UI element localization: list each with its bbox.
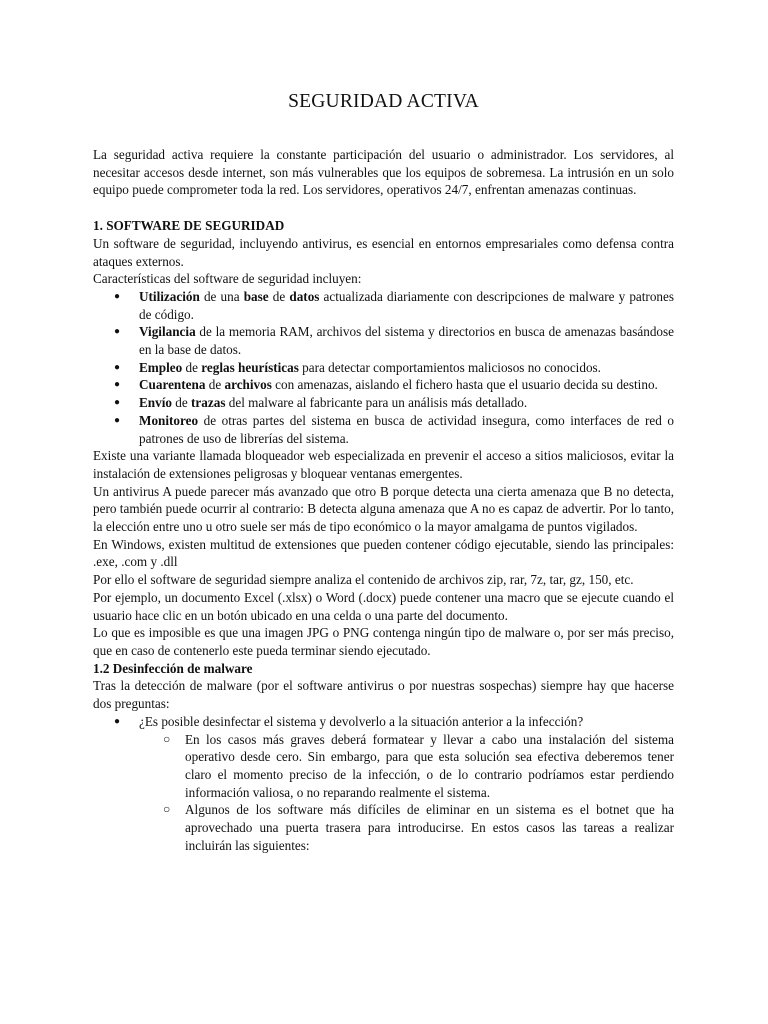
list-item: ● Utilización de una base de datos actualizada diariamente con descripciones de malware y patrones de código. [139, 288, 674, 323]
sub-list [139, 731, 674, 855]
section12-paragraph-1: Tras la detección de malware (por el software antivirus o por nuestras sospechas) siempre hay que hacerse dos preguntas: [93, 678, 674, 712]
questions-list [93, 713, 674, 855]
sub-list-item: ○ Algunos de los software más difíciles de eliminar en un sistema es el botnet que ha aprovechado una puerta trasera para introducirse. En estos casos las tareas a realizar incluirán las siguientes: [185, 801, 674, 854]
list-item: ● Cuarentena de archivos con amenazas, aislando el fichero hasta que el usuario decida su destino. [139, 376, 674, 394]
list-item: ● Monitoreo de otras partes del sistema en busca de actividad insegura, como interfaces de red o patrones de uso de librerías del sistema. [139, 412, 674, 447]
section1-paragraph-5: En Windows, existen multitud de extensiones que pueden contener código ejecutable, siendo las principales: .exe, .com y .dll [93, 536, 674, 570]
intro-paragraph: La seguridad activa requiere la constante participación del usuario o administrador. Los servidores, al necesitar accesos desde internet, son más vulnerables que los equipos de sobremesa. La intrusión en un solo equipo puede comprometer toda la red. Los servidores, operativos 24/7, enfrentan amenazas continuas. [93, 147, 674, 198]
section1-paragraph-3: Existe una variante llamada bloqueador web especializada en prevenir el acceso a sitios maliciosos, evitar la instalación de extensiones peligrosas y bloquear ventanas emergentes. [93, 448, 674, 481]
list-item: ● Empleo de reglas heurísticas para detectar comportamientos maliciosos no conocidos. [139, 359, 674, 377]
section1-paragraph-4: Un antivirus A puede parecer más avanzado que otro B porque detecta una cierta amenaza que B no detecta, pero también puede ocurrir al contrario: B detecta alguna amenaza que A no es capaz de advertir. Por lo tanto, la elección entre uno u otro suele ser más de tipo económico o la mayor amalgama de puntos vigilados. [93, 483, 674, 535]
section-heading-desinfeccion: 1.2 Desinfección de malware [93, 660, 253, 676]
section1-paragraph-1: Un software de seguridad, incluyendo antivirus, es esencial en entornos empresariales como defensa contra ataques externos. [93, 235, 674, 269]
section1-paragraph-8: Lo que es imposible es que una imagen JPG o PNG contenga ningún tipo de malware o, por ser más preciso, que en caso de contenerlo este pueda terminar siendo ejecutado. [93, 625, 674, 658]
section-heading-software: 1. SOFTWARE DE SEGURIDAD [93, 218, 285, 234]
features-list [93, 288, 674, 447]
list-item: ● Envío de trazas del malware al fabricante para un análisis más detallado. [139, 394, 674, 412]
document-page [93, 0, 674, 854]
section1-paragraph-2: Características del software de seguridad incluyen: [93, 271, 362, 287]
list-item: ● Vigilancia de la memoria RAM, archivos del sistema y directorios en busca de amenazas basándose en la base de datos. [139, 323, 674, 358]
list-item: ● ¿Es posible desinfectar el sistema y devolverlo a la situación anterior a la infección? ○ En los casos más graves deberá formatear y llevar a cabo una instalación del sistema operativo desde cero. Sin embargo, para que esta solución sea efectiva deberemos tener claro el momento preciso de la infección, o de lo contrario podríamos estar perdiendo información valiosa, o no reparando realmente el sistema. ○ Algunos de los software más difíciles de eliminar en un sistema es el botnet que ha aprovechado una puerta trasera para introducirse. En estos casos las tareas a realizar incluirán las siguientes: [139, 713, 674, 855]
section1-paragraph-7: Por ejemplo, un documento Excel (.xlsx) o Word (.docx) puede contener una macro que se ejecute cuando el usuario hace clic en un botón ubicado en una celda o una parte del documento. [93, 589, 674, 623]
sub-list-item: ○ En los casos más graves deberá formatear y llevar a cabo una instalación del sistema operativo desde cero. Sin embargo, para que esta solución sea efectiva deberemos tener claro el momento preciso de la infección, o de lo contrario podríamos estar perdiendo información valiosa, o no reparando realmente el sistema. [185, 731, 674, 802]
page-title: SEGURIDAD ACTIVA [288, 91, 479, 112]
section1-paragraph-6: Por ello el software de seguridad siempre analiza el contenido de archivos zip, rar, 7z, tar, gz, 150, etc. [93, 572, 634, 588]
